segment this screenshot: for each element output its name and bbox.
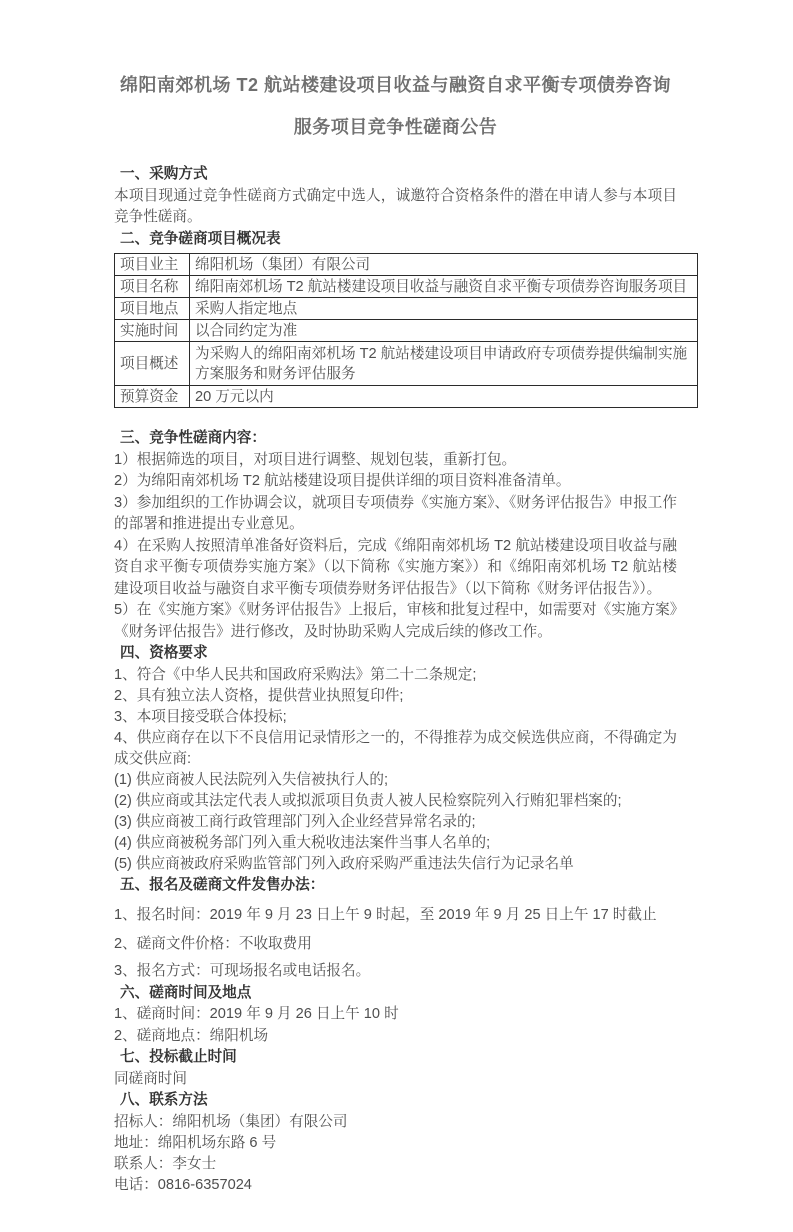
section-6-heading: 六、磋商时间及地点 [120,984,252,1001]
table-row-owner [115,254,698,276]
list-item: 1、报名时间：2019 年 9 月 23 日上午 9 时起，至 2019 年 9 月 25 日上午 17 时截止 [114,907,657,923]
contact-bidder: 招标人：绵阳机场（集团）有限公司 [114,1113,348,1130]
budget-value: 20 万元以内 [190,386,698,408]
section-8-heading: 八、联系方法 [120,1092,208,1108]
section-3-heading: 三、竞争性磋商内容： [120,430,266,446]
document-title-line-1: 绵阳南郊机场 T2 航站楼建设项目收益与融资自求平衡专项债券咨询 [119,75,671,95]
list-item: 3、本项目接受联合体投标; [114,708,287,725]
row-label: 项目地点 [115,298,190,320]
row-label: 实施时间 [115,320,190,342]
section-5-heading: 五、报名及磋商文件发售办法： [120,876,325,893]
contact-phone: 电话：0816-6357024 [114,1176,252,1193]
row-value: 绵阳机场（集团）有限公司 [190,254,698,276]
list-item: 2、磋商文件价格：不收取费用 [114,935,312,952]
table-row-schedule [115,320,698,342]
table-row-summary [115,342,698,386]
list-item: 4）在采购人按照清单准备好资料后，完成《绵阳南郊机场 T2 航站楼建设项目收益与融资自求平衡专项债券实施方案》（以下简称《实施方案》）和《绵阳南郊机场 T2 航站楼建设项目收益与融资自求平衡专项债券财务评估报告》（以下简称《财务评估报告》）。 [114,537,677,597]
row-value: 以合同约定为准 [190,320,698,342]
list-item: 2、具有独立法人资格，提供营业执照复印件; [114,687,404,704]
document-page [114,0,698,1196]
table-row-budget [115,386,698,408]
list-item: 3、报名方式：可现场报名或电话报名。 [114,963,371,979]
row-label: 项目概述 [115,342,190,386]
list-item: 4、供应商存在以下不良信用记录情形之一的，不得推荐为成交候选供应商，不得确定为成交供应商: [114,729,677,767]
table-row-name [115,276,698,298]
list-item: (4) 供应商被税务部门列入重大税收违法案件当事人名单的; [114,834,491,851]
document-body-continued [114,428,677,1196]
list-item: (1) 供应商被人民法院列入失信被执行人的; [114,771,389,788]
list-item: 1、磋商时间：2019 年 9 月 26 日上午 10 时 [114,1006,399,1022]
row-value: 为采购人的绵阳南郊机场 T2 航站楼建设项目申请政府专项债券提供编制实施方案服务和财务评估服务 [190,342,698,386]
section-7-heading: 七、投标截止时间 [120,1049,237,1065]
section-4-heading: 四、资格要求 [120,645,208,661]
document-body [114,164,677,250]
document-title-line-2: 服务项目竞争性磋商公告 [293,117,498,137]
list-item: (3) 供应商被工商行政管理部门列入企业经营异常名录的; [114,813,476,830]
list-item: 2）为绵阳南郊机场 T2 航站楼建设项目提供详细的项目资料准备清单。 [114,473,571,489]
row-label: 预算资金 [115,386,190,408]
section-1-paragraph: 本项目现通过竞争性磋商方式确定中选人，诚邀符合资格条件的潜在申请人参与本项目竞争性磋商。 [114,187,677,225]
list-item: 5）在《实施方案》《财务评估报告》上报后，审核和批复过程中，如需要对《实施方案》《财务评估报告》进行修改，及时协助采购人完成后续的修改工作。 [114,602,677,640]
list-item: 1、符合《中华人民共和国政府采购法》第二十二条规定; [114,666,477,683]
contact-person: 联系人：李女士 [114,1155,217,1172]
list-item: 2、磋商地点：绵阳机场 [114,1027,269,1044]
document-title [114,64,677,148]
section-1-heading: 一、采购方式 [120,166,208,182]
contact-address: 地址：绵阳机场东路 6 号 [114,1134,277,1151]
section-2-heading: 二、竞争磋商项目概况表 [120,230,281,247]
list-item: 3）参加组织的工作协调会议，就项目专项债券《实施方案》、《财务评估报告》申报工作的部署和推进提出专业意见。 [114,494,677,532]
row-value: 绵阳南郊机场 T2 航站楼建设项目收益与融资自求平衡专项债券咨询服务项目 [190,276,698,298]
list-item: (2) 供应商或其法定代表人或拟派项目负责人被人民检察院列入行贿犯罪档案的; [114,792,622,809]
table-row-location [115,298,698,320]
section-7-paragraph: 同磋商时间 [114,1070,187,1087]
list-item: 1）根据筛选的项目，对项目进行调整、规划包装，重新打包。 [114,451,517,468]
list-item: (5) 供应商被政府采购监管部门列入政府采购严重违法失信行为记录名单 [114,855,574,872]
row-label: 项目名称 [115,276,190,298]
project-overview-table [114,253,698,408]
row-label: 项目业主 [115,254,190,276]
row-value: 采购人指定地点 [190,298,698,320]
